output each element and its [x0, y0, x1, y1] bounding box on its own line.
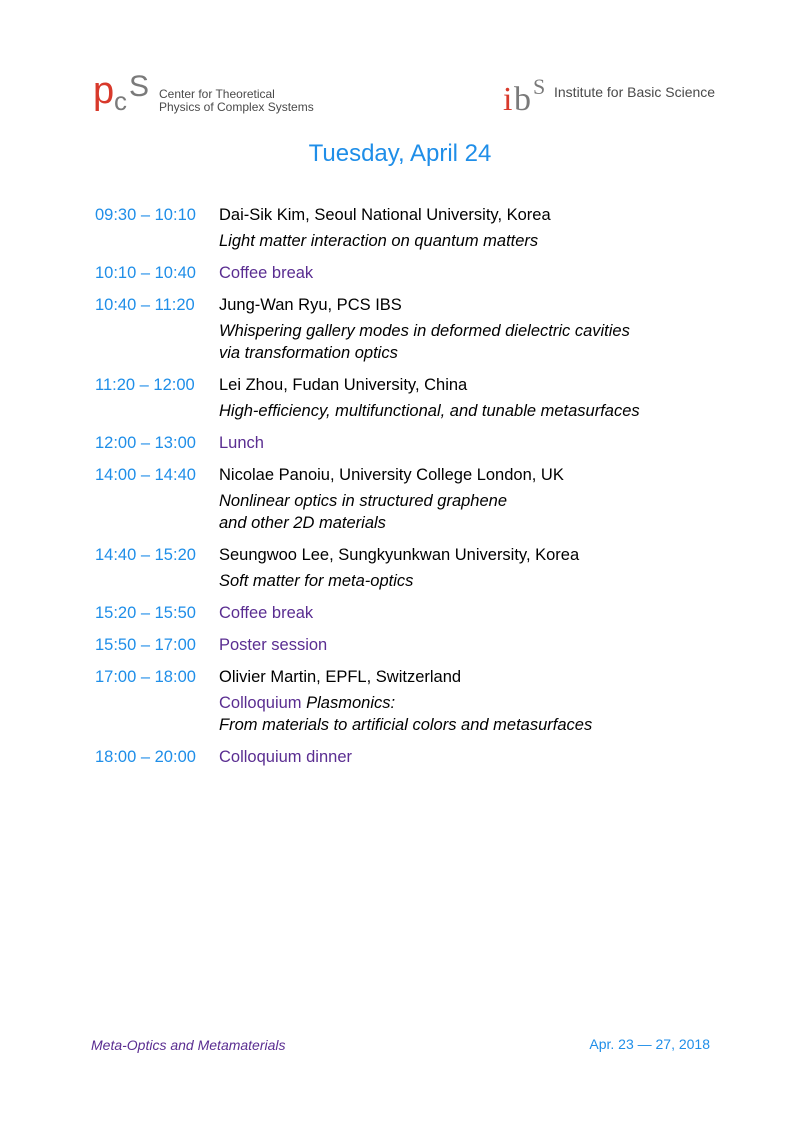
- schedule-slot: [95, 204, 735, 252]
- slot-speaker: Olivier Martin, EPFL, Switzerland: [219, 668, 462, 686]
- slot-speaker: Nicolae Panoiu, University College London, UK: [219, 466, 564, 484]
- slot-body: [219, 464, 735, 534]
- schedule-slot: [95, 666, 735, 736]
- slot-body: [219, 746, 735, 768]
- slot-talk-title: [219, 692, 735, 736]
- slot-body: [219, 602, 735, 624]
- svg-text:p: p: [93, 72, 115, 112]
- slot-talk-line2: via transformation optics: [219, 344, 398, 362]
- slot-talk-line1: Whispering gallery modes in deformed dielectric cavities: [219, 322, 630, 340]
- day-title: Tuesday, April 24: [308, 140, 492, 167]
- svg-text:i: i: [503, 81, 513, 118]
- footer-conference-name: Meta-Optics and Metamaterials: [91, 1037, 286, 1053]
- slot-time: 15:50 – 17:00: [95, 636, 196, 654]
- svg-text:S: S: [129, 72, 150, 103]
- slot-event: Poster session: [219, 636, 328, 654]
- ibs-logo-text: [554, 83, 716, 100]
- slot-time: 09:30 – 10:10: [95, 206, 196, 224]
- slot-body: [219, 666, 735, 736]
- schedule-slot: [95, 746, 735, 768]
- pcs-logo-line2: Physics of Complex Systems: [159, 100, 314, 114]
- slot-speaker: Dai-Sik Kim, Seoul National University, Korea: [219, 206, 551, 224]
- ibs-logo-label: Institute for Basic Science: [554, 83, 716, 100]
- slot-time: 14:40 – 15:20: [95, 546, 196, 564]
- slot-speaker: Seungwoo Lee, Sungkyunkwan University, Korea: [219, 546, 580, 564]
- ibs-logo: [503, 72, 715, 120]
- slot-talk-title: [219, 490, 735, 534]
- slot-talk-title: High-efficiency, multifunctional, and tunable metasurfaces: [219, 402, 640, 420]
- slot-talk-title: Light matter interaction on quantum matters: [219, 232, 539, 250]
- slot-time: 11:20 – 12:00: [95, 376, 195, 394]
- svg-text:b: b: [514, 81, 531, 118]
- slot-time: 18:00 – 20:00: [95, 748, 196, 766]
- schedule-slot: [95, 544, 735, 592]
- slot-talk-line1: [219, 692, 735, 714]
- slot-time: 14:00 – 14:40: [95, 466, 196, 484]
- slot-talk-line1: Nonlinear optics in structured graphene: [219, 492, 508, 510]
- schedule-slot: [95, 374, 735, 422]
- slot-time: 10:40 – 11:20: [95, 296, 195, 314]
- pcs-logo: [93, 72, 314, 120]
- slot-body: [219, 294, 735, 364]
- slot-body: [219, 374, 735, 422]
- slot-talk-line1-text: Plasmonics:: [306, 694, 396, 712]
- svg-text:c: c: [114, 86, 127, 116]
- colloquium-label: Colloquium: [219, 694, 302, 712]
- slot-speaker: Lei Zhou, Fudan University, China: [219, 376, 468, 394]
- slot-time: 17:00 – 18:00: [95, 668, 196, 686]
- slot-time: 15:20 – 15:50: [95, 604, 196, 622]
- slot-event: Colloquium dinner: [219, 748, 352, 766]
- schedule-slot: [95, 262, 735, 284]
- slot-event: Coffee break: [219, 604, 314, 622]
- slot-talk-title: Soft matter for meta-optics: [219, 572, 414, 590]
- slot-body: [219, 544, 735, 592]
- slot-talk-line2: From materials to artificial colors and metasurfaces: [219, 716, 593, 734]
- slot-time: 10:10 – 10:40: [95, 264, 196, 282]
- slot-time: 12:00 – 13:00: [95, 434, 196, 452]
- schedule: [95, 204, 735, 778]
- schedule-slot: [95, 634, 735, 656]
- pcs-logo-line1: Center for Theoretical: [159, 87, 275, 101]
- slot-body: [219, 204, 735, 252]
- slot-event: Lunch: [219, 434, 264, 452]
- slot-body: [219, 432, 735, 454]
- pcs-logo-mark: [93, 72, 155, 120]
- schedule-slot: [95, 464, 735, 534]
- svg-text:S: S: [533, 74, 546, 99]
- slot-talk-title: [219, 320, 735, 364]
- pcs-logo-text: [159, 88, 314, 114]
- ibs-logo-mark: [503, 72, 549, 120]
- schedule-slot: [95, 602, 735, 624]
- slot-body: [219, 634, 735, 656]
- slot-body: [219, 262, 735, 284]
- schedule-slot: [95, 294, 735, 364]
- slot-talk-line2: and other 2D materials: [219, 514, 386, 532]
- schedule-slot: [95, 432, 735, 454]
- slot-speaker: Jung-Wan Ryu, PCS IBS: [219, 296, 402, 314]
- footer-dates: Apr. 23 — 27, 2018: [589, 1036, 710, 1052]
- slot-event: Coffee break: [219, 264, 314, 282]
